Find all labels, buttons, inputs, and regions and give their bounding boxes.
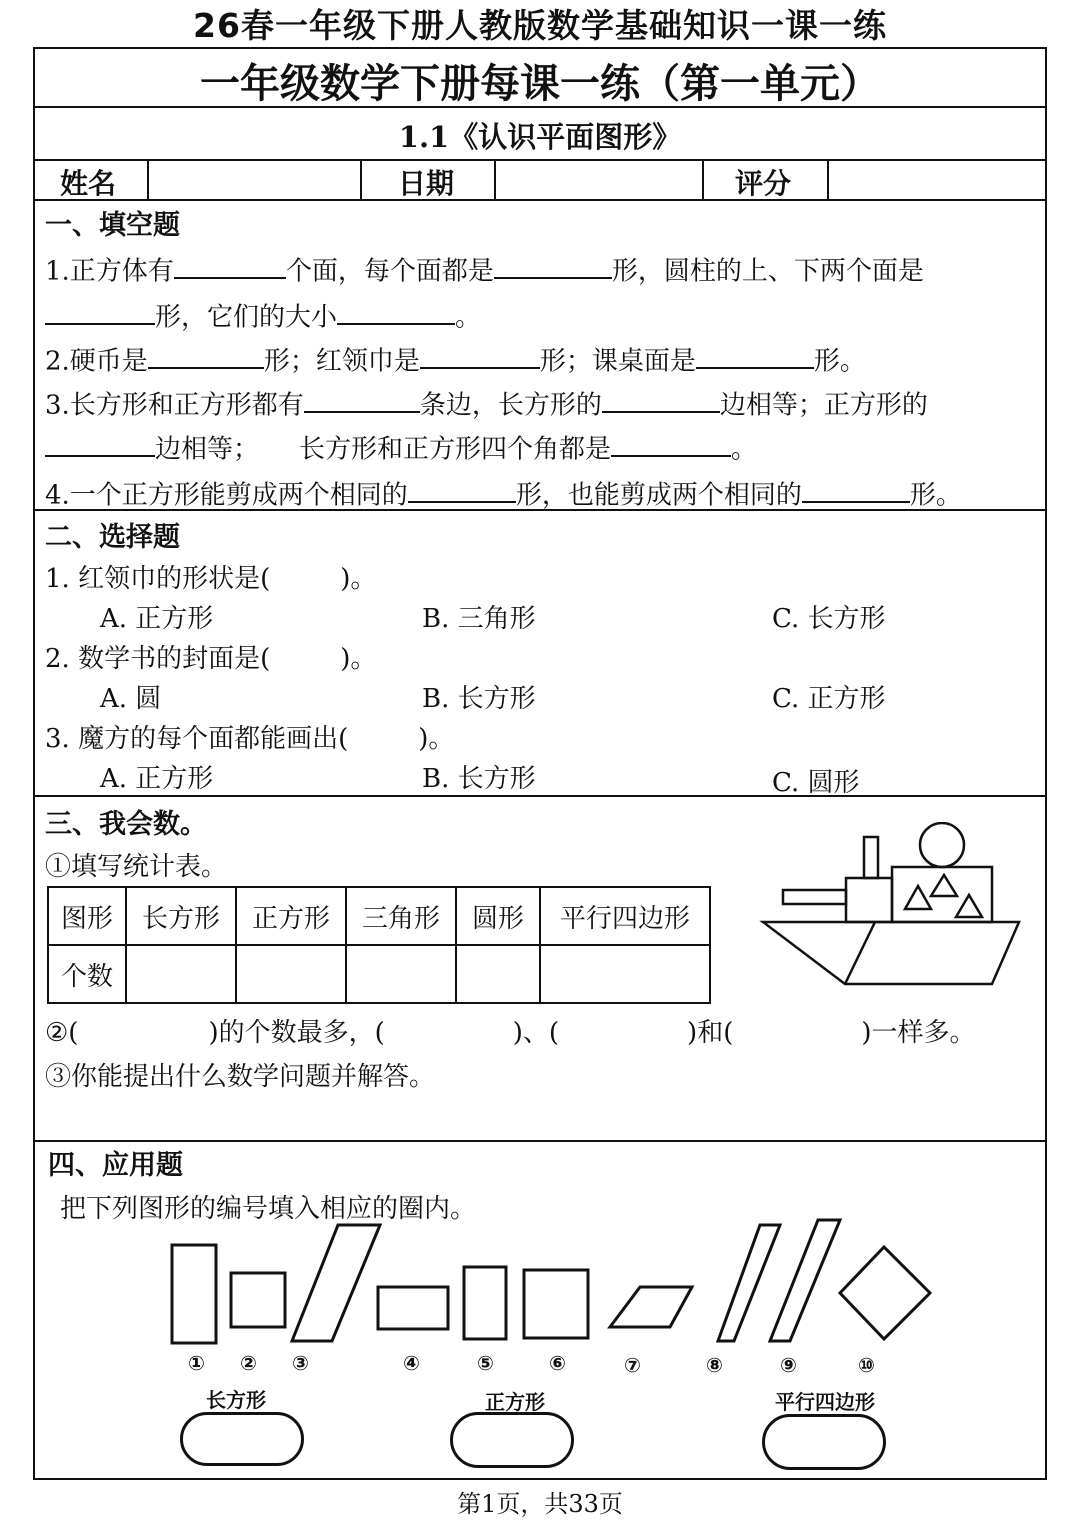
rectangle-shape	[783, 890, 846, 904]
answer-blank[interactable]	[304, 384, 420, 413]
square-shape	[846, 878, 892, 922]
category-label: 平行四边形	[775, 1390, 875, 1414]
question-text: )。	[340, 644, 377, 674]
option-b[interactable]: B. 长方形	[422, 764, 536, 794]
divider	[35, 199, 1045, 201]
answer-blank[interactable]	[337, 296, 455, 325]
table-header-cell: 平行四边形	[540, 887, 710, 945]
option-c[interactable]: C. 长方形	[772, 604, 886, 634]
table-input-cell[interactable]	[126, 945, 236, 1003]
shape-number: ⑤	[477, 1351, 494, 1375]
shape-10-square	[840, 1247, 930, 1339]
divider	[702, 159, 704, 199]
question-text: )。	[418, 724, 455, 754]
question-text: 2.硬币是	[45, 346, 148, 377]
boat-hull-shape	[763, 922, 1019, 984]
table-input-cell[interactable]	[346, 945, 456, 1003]
shape-number: ⑦	[624, 1353, 641, 1377]
circle-shape	[920, 823, 964, 867]
option-a[interactable]: A. 圆	[100, 684, 162, 714]
shape-6-square	[524, 1270, 588, 1338]
section-heading: 二、选择题	[45, 522, 180, 553]
question-text: 1. 红领巾的形状是(	[45, 564, 271, 594]
name-label: 姓名	[60, 167, 117, 200]
question-text: 。	[455, 302, 482, 333]
question-text: 长方形和正方形四个角都是	[299, 434, 612, 465]
answer-blank[interactable]	[802, 474, 910, 503]
question-text: 形。	[909, 480, 962, 511]
shape-7-parallelogram	[610, 1287, 692, 1327]
fill-question-2	[45, 340, 866, 377]
shapes-row	[160, 1215, 940, 1355]
page-footer: 第1页，共33页	[457, 1490, 623, 1518]
section-heading: 一、填空题	[45, 210, 180, 241]
table-input-cell[interactable]	[540, 945, 710, 1003]
answer-blank[interactable]	[45, 296, 155, 325]
answer-circle-parallelogram[interactable]	[762, 1414, 886, 1470]
table-row-label: 个数	[48, 945, 126, 1003]
divider	[35, 1140, 1045, 1142]
date-field[interactable]	[496, 160, 698, 196]
answer-blank[interactable]	[420, 340, 540, 369]
fill-question-3	[45, 384, 928, 421]
question-text: 个面，每个面都是	[285, 256, 494, 287]
question-text: 形，圆柱的上、下两个面是	[611, 256, 924, 287]
shape-2-square	[231, 1273, 285, 1327]
page-title: 26春一年级下册人教版数学基础知识一课一练	[193, 6, 887, 45]
divider	[35, 795, 1045, 797]
question-text: 形。	[813, 346, 866, 377]
question-text: )。	[340, 564, 377, 594]
worksheet-title: 一年级数学下册每课一练（第一单元）	[200, 60, 880, 107]
shape-3-parallelogram	[292, 1225, 380, 1341]
shape-number: ⑩	[858, 1353, 875, 1377]
question-text: )的个数最多，(	[208, 1018, 385, 1048]
rectangle-shape	[892, 867, 992, 922]
option-c[interactable]: C. 圆形	[772, 768, 860, 798]
divider	[360, 159, 362, 199]
shape-number: ③	[292, 1351, 309, 1375]
table-input-cell[interactable]	[456, 945, 540, 1003]
question-text: 3. 魔方的每个面都能画出(	[45, 724, 349, 754]
answer-blank[interactable]	[174, 250, 286, 279]
fill-question-1	[45, 250, 924, 287]
category-label: 长方形	[206, 1388, 266, 1412]
table-header-cell: 三角形	[346, 887, 456, 945]
name-field[interactable]	[150, 160, 358, 196]
sub-item: ③你能提出什么数学问题并解答。	[45, 1062, 436, 1092]
choice-question-3	[45, 718, 454, 755]
shape-8-parallelogram	[718, 1225, 780, 1341]
choice-question-1	[45, 558, 376, 595]
question-text: 形，也能剪成两个相同的	[515, 480, 802, 511]
table-header-cell: 图形	[48, 887, 126, 945]
triangle-shape	[931, 875, 957, 896]
fill-question-4	[45, 474, 962, 511]
question-text: 。	[731, 434, 758, 465]
question-text: 4.一个正方形能剪成两个相同的	[45, 480, 408, 511]
shape-number: ⑧	[706, 1353, 723, 1377]
shape-number: ⑨	[780, 1353, 797, 1377]
shape-5-rectangle	[464, 1267, 506, 1339]
question-text: )和(	[687, 1018, 734, 1048]
shape-1-rectangle	[172, 1245, 216, 1343]
triangle-shape	[956, 895, 982, 917]
answer-blank[interactable]	[494, 250, 612, 279]
option-b[interactable]: B. 三角形	[422, 604, 536, 634]
divider	[147, 159, 149, 199]
table-header-cell: 圆形	[456, 887, 540, 945]
option-b[interactable]: B. 长方形	[422, 684, 536, 714]
question-text: 边相等；	[155, 434, 260, 465]
question-text: 条边，长方形的	[419, 390, 602, 421]
question-text: 边相等；正方形的	[719, 390, 928, 421]
table-input-cell[interactable]	[236, 945, 346, 1003]
score-field[interactable]	[829, 160, 1043, 196]
stat-table	[47, 886, 711, 1004]
question-text: )、(	[512, 1018, 560, 1048]
shape-number: ④	[403, 1351, 420, 1375]
date-label: 日期	[398, 167, 455, 200]
shape-number: ⑥	[549, 1351, 566, 1375]
section-heading: 四、应用题	[48, 1150, 183, 1181]
shape-9-parallelogram	[770, 1220, 840, 1341]
answer-blank[interactable]	[611, 428, 731, 457]
answer-blank[interactable]	[148, 340, 264, 369]
category-label: 正方形	[485, 1390, 545, 1414]
answer-blank[interactable]	[602, 384, 720, 413]
question-text: 形；课桌面是	[539, 346, 696, 377]
question-text: )一样多。	[861, 1018, 976, 1048]
fill-question-3-cont	[45, 428, 757, 465]
answer-blank[interactable]	[45, 428, 155, 457]
choice-question-2	[45, 638, 376, 675]
question-text: 1.正方体有	[45, 256, 174, 287]
question-text: ②(	[45, 1018, 79, 1048]
option-c[interactable]: C. 正方形	[772, 684, 886, 714]
triangle-shape	[905, 886, 931, 909]
question-text: 形；红领巾是	[263, 346, 420, 377]
option-a[interactable]: A. 正方形	[100, 764, 214, 794]
answer-blank[interactable]	[408, 474, 516, 503]
ship-figure	[755, 822, 1030, 988]
rectangle-shape	[864, 837, 878, 878]
sub-item: ①填写统计表。	[45, 852, 228, 882]
lesson-title: 1.1《认识平面图形》	[398, 120, 682, 154]
section-heading: 三、我会数。	[45, 809, 207, 840]
hull-divider	[845, 922, 875, 984]
score-label: 评分	[735, 167, 792, 200]
table-header-cell: 正方形	[236, 887, 346, 945]
question-text: 3.长方形和正方形都有	[45, 390, 304, 421]
question-text: 2. 数学书的封面是(	[45, 644, 271, 674]
shape-4-rectangle	[378, 1287, 448, 1329]
instruction: 把下列图形的编号填入相应的圈内。	[60, 1194, 477, 1224]
question-text: 形，它们的大小	[155, 302, 338, 333]
answer-circle-rectangle[interactable]	[180, 1412, 304, 1466]
shape-number: ①	[188, 1351, 205, 1375]
sub-item-2	[45, 1012, 976, 1049]
fill-question-1-cont	[45, 296, 481, 333]
answer-circle-square[interactable]	[450, 1412, 574, 1468]
table-header-cell: 长方形	[126, 887, 236, 945]
answer-blank[interactable]	[696, 340, 814, 369]
option-a[interactable]: A. 正方形	[100, 604, 214, 634]
shape-number: ②	[240, 1351, 257, 1375]
